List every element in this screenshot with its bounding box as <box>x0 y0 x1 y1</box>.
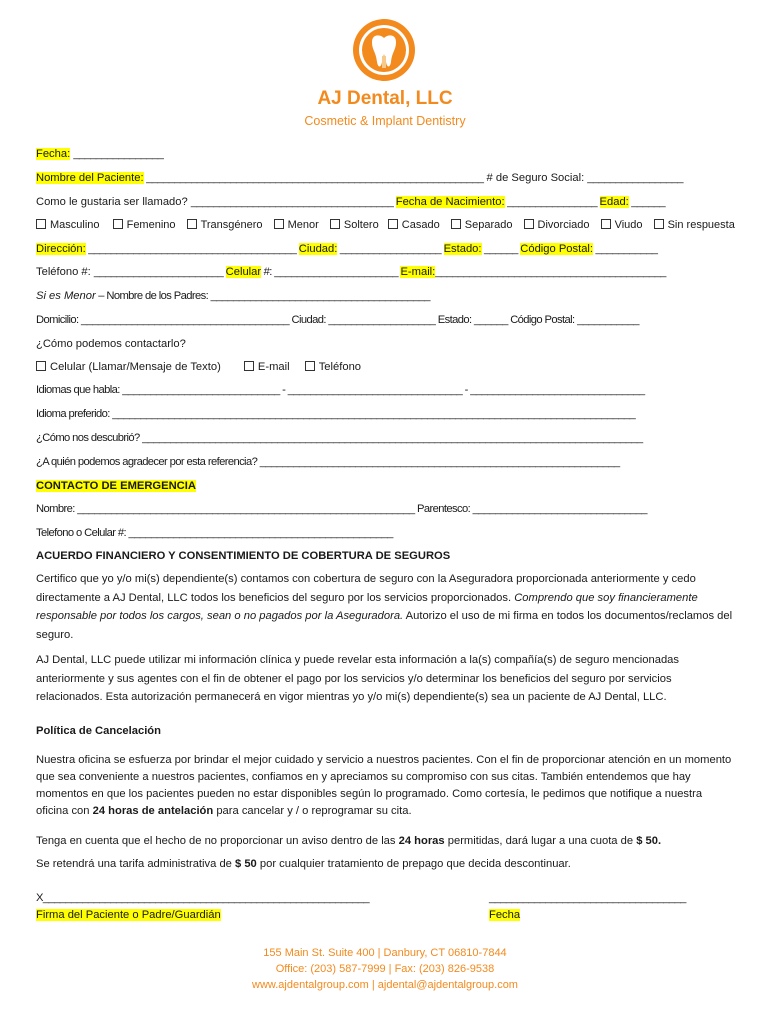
signature-date-field[interactable]: ___________________________________ <box>489 892 686 904</box>
patient-name-label: Nombre del Paciente: <box>36 172 144 184</box>
zip-field[interactable]: ___________ <box>593 243 658 255</box>
contact-question: ¿Cómo podemos contactarlo? <box>36 338 186 350</box>
phone-row <box>36 265 666 279</box>
agreement-paragraph-1: Certifico que yo y/o mi(s) dependiente(s) contamos con cobertura de seguro con la Aseguradora proporcionada anteriormente y cedo directamente a AJ Dental, LLC todos los beneficios del seguro por los servicios proporcionados. Comprendo que soy financieramente responsable por todos los cargos, sean o no pagados por la Aseguradora. Autorizo el uso de mi firma en todos los documentos/reclamos del seguro. <box>36 573 733 641</box>
option-soltero[interactable]: Soltero <box>330 218 379 232</box>
ssn-label: # de Seguro Social: <box>483 172 588 184</box>
phone-label: Teléfono #: <box>36 266 94 278</box>
emergency-title: CONTACTO DE EMERGENCIA <box>36 480 196 492</box>
email-label: E-mail: <box>400 266 436 278</box>
option-celular[interactable]: Celular (Llamar/Mensaje de Texto) <box>36 360 221 374</box>
option-femenino[interactable]: Femenino <box>113 218 176 232</box>
checkbox-soltero[interactable] <box>330 219 340 229</box>
patient-name-row <box>36 171 683 185</box>
checkbox-email[interactable] <box>244 361 254 371</box>
option-viudo[interactable]: Viudo <box>601 218 643 232</box>
status-options-row <box>36 218 735 232</box>
option-telefono[interactable]: Teléfono <box>305 360 361 374</box>
preferred-language-row[interactable]: Idioma preferido: _____________________________________________________________________________________________ <box>36 408 636 420</box>
preferred-name-label: Como le gustaria ser llamado? <box>36 196 191 208</box>
agreement-title: ACUERDO FINANCIERO Y CONSENTIMIENTO DE COBERTURA DE SEGUROS <box>36 550 451 562</box>
checkbox-separado[interactable] <box>451 219 461 229</box>
address-field[interactable]: _____________________________________ <box>85 243 299 255</box>
option-email[interactable]: E-mail <box>244 360 290 374</box>
company-name: AJ Dental, LLC <box>317 88 453 109</box>
signature-label: Firma del Paciente o Padre/Guardián <box>36 909 221 921</box>
birthdate-field[interactable]: ________________ <box>504 196 600 208</box>
option-menor[interactable]: Menor <box>274 218 319 232</box>
option-sin-respuesta[interactable]: Sin respuesta <box>654 218 735 232</box>
option-separado[interactable]: Separado <box>451 218 513 232</box>
state-label: Estado: <box>443 243 482 255</box>
checkbox-menor[interactable] <box>274 219 284 229</box>
state-field[interactable]: ______ <box>481 243 521 255</box>
option-masculino[interactable]: Masculino <box>36 218 100 232</box>
residence-row[interactable]: Domicilio: _____________________________________ Ciudad: ___________________ Estado: ______ Código Postal: ___________ <box>36 314 639 326</box>
patient-name-field[interactable]: ____________________________________________________________ <box>143 172 484 184</box>
footer-web[interactable]: www.ajdentalgroup.com | ajdental@ajdentalgroup.com <box>252 979 518 991</box>
cell-label: Celular <box>225 266 262 278</box>
footer-phones: Office: (203) 587-7999 | Fax: (203) 826-9538 <box>275 963 495 975</box>
emergency-name-row[interactable]: Nombre: ____________________________________________________________ Parentesco: _______________________________ <box>36 503 647 515</box>
checkbox-transgenero[interactable] <box>187 219 197 229</box>
languages-row[interactable]: Idiomas que habla: ____________________________ - _______________________________ - _______________________________ <box>36 384 645 396</box>
ssn-field[interactable]: _________________ <box>587 172 683 184</box>
signature-date-label: Fecha <box>489 909 521 921</box>
address-label: Dirección: <box>36 243 86 255</box>
option-transgenero[interactable]: Transgénero <box>187 218 263 232</box>
agreement-paragraph-2: AJ Dental, LLC puede utilizar mi información clínica y puede revelar esta información a la(s) compañía(s) de seguro mencionadas anteriormente y sus agentes con el fin de obtener el pago por los servicios y/o determinar los beneficios del seguro por servicios relacionados. Esta autorización permanecerá en vigor mientras yo y/o mi(s) dependiente(s) sea un paciente de AJ Dental, LLC. <box>36 654 679 703</box>
email-field[interactable]: _________________________________________ <box>435 266 666 278</box>
birthdate-label: Fecha de Nacimiento: <box>395 196 505 208</box>
checkbox-celular[interactable] <box>36 361 46 371</box>
checkbox-casado[interactable] <box>388 219 398 229</box>
tooth-logo-icon <box>352 18 416 82</box>
cancellation-paragraph-3: Se retendrá una tarifa administrativa de $ 50 por cualquier tratamiento de prepago que decida descontinuar. <box>36 858 571 870</box>
minor-label: Si es Menor <box>36 290 96 302</box>
preferred-name-field[interactable]: ____________________________________ <box>190 196 396 208</box>
address-row <box>36 242 657 256</box>
cancellation-paragraph-2: Tenga en cuenta que el hecho de no proporcionar un aviso dentro de las 24 horas permitidas, dará lugar a una cuota de $ 50. <box>36 835 662 847</box>
option-casado[interactable]: Casado <box>388 218 440 232</box>
date-label: Fecha: <box>36 148 71 160</box>
referral-row[interactable]: ¿A quién podemos agradecer por esta referencia? ________________________________________________________________ <box>36 456 620 468</box>
contact-options-row <box>36 360 361 374</box>
company-tagline: Cosmetic & Implant Dentistry <box>304 114 466 128</box>
city-field[interactable]: __________________ <box>337 243 444 255</box>
signature-field[interactable]: X__________________________________________________________ <box>36 892 369 904</box>
cancellation-paragraph-1: Nuestra oficina se esfuerza por brindar el mejor cuidado y servicio a nuestros pacientes. Con el fin de proporcionar atención en un momento que sea conveniente a nuestros pacientes, confiamos en y apreciamos su compromiso con sus citas. También entendemos que hay momentos en que los pacientes pueden no estar disponibles según lo programado. Como cortesía, le pedimos que notifique a nuestra oficina con 24 horas de antelación para cancelar y / o reprogramar su cita. <box>36 754 732 817</box>
date-row <box>36 147 163 161</box>
footer-address: 155 Main St. Suite 400 | Danbury, CT 06810-7844 <box>263 947 507 959</box>
checkbox-viudo[interactable] <box>601 219 611 229</box>
checkbox-femenino[interactable] <box>113 219 123 229</box>
city-label: Ciudad: <box>298 243 338 255</box>
parents-name-field[interactable]: – Nombre de los Padres: _______________________________________ <box>95 290 430 302</box>
option-divorciado[interactable]: Divorciado <box>524 218 590 232</box>
checkbox-sin-respuesta[interactable] <box>654 219 664 229</box>
checkbox-divorciado[interactable] <box>524 219 534 229</box>
phone-field[interactable]: _______________________ <box>93 266 226 278</box>
age-label: Edad: <box>599 196 629 208</box>
checkbox-masculino[interactable] <box>36 219 46 229</box>
preferred-name-row <box>36 195 665 209</box>
zip-label: Código Postal: <box>520 243 594 255</box>
cell-field[interactable]: #: ______________________ <box>261 266 401 278</box>
emergency-phone-row[interactable]: Telefono o Celular #: _______________________________________________ <box>36 527 393 539</box>
discovery-row[interactable]: ¿Cómo nos descubrió? _________________________________________________________________________________________ <box>36 432 643 444</box>
date-field[interactable]: ________________ <box>73 148 164 160</box>
cancellation-title: Política de Cancelación <box>36 725 161 737</box>
minor-parents-row <box>36 289 430 303</box>
checkbox-telefono[interactable] <box>305 361 315 371</box>
age-field[interactable]: ______ <box>628 196 666 208</box>
